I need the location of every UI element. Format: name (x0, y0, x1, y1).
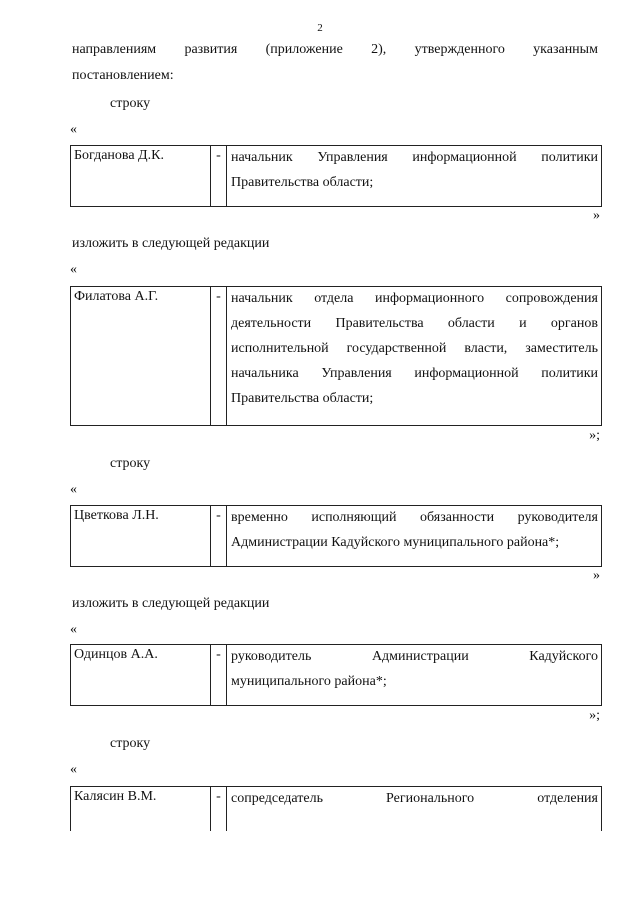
word: Регионального (386, 791, 475, 806)
word: обязанности (419, 510, 495, 525)
word: сопредседатель (231, 791, 323, 806)
intro-word: указанным (533, 42, 598, 57)
line: Правительства области; (231, 391, 374, 406)
word: Управления (321, 366, 392, 381)
entry-filatova (70, 286, 602, 426)
word: отделения (537, 791, 598, 806)
entry-bogdanova (70, 145, 602, 207)
entry-description (227, 146, 601, 206)
quote-close: »; (589, 428, 600, 443)
intro-line-2: постановлением: (72, 68, 174, 83)
intro-word: (приложение (265, 42, 343, 57)
word: начальник (231, 150, 293, 165)
izlozhit-label: изложить в следующей редакции (72, 236, 270, 251)
entry-tsvetkova (70, 505, 602, 567)
word: политики (541, 366, 598, 381)
word: Кадуйского (529, 649, 598, 664)
quote-open: « (70, 122, 77, 137)
word: начальника (231, 366, 299, 381)
word: отдела (314, 291, 354, 306)
entry-odintsov (70, 644, 602, 706)
word: информационной (412, 150, 517, 165)
intro-word: развития (184, 42, 238, 57)
word: руководителя (517, 510, 598, 525)
entry-description (227, 787, 601, 831)
line: Администрации Кадуйского муниципального района*; (231, 535, 560, 550)
word: Правительства (335, 316, 424, 331)
quote-close: » (593, 208, 600, 223)
entry-dash: - (211, 645, 227, 705)
word: исполняющий (311, 510, 397, 525)
entry-kalyasin (70, 786, 602, 831)
quote-close: » (593, 568, 600, 583)
intro-word: 2), (371, 42, 387, 57)
entry-name: Богданова Д.К. (71, 146, 211, 206)
entry-dash: - (211, 287, 227, 425)
word: временно (231, 510, 288, 525)
stroku-label: строку (110, 456, 151, 471)
word: Управления (317, 150, 388, 165)
word: деятельности (231, 316, 312, 331)
entry-name: Цветкова Л.Н. (71, 506, 211, 566)
word: руководитель (231, 649, 312, 664)
word: сопровождения (505, 291, 598, 306)
word: власти, (464, 341, 508, 356)
quote-open: « (70, 482, 77, 497)
quote-close: »; (589, 708, 600, 723)
line: Правительства области; (231, 175, 374, 190)
word: начальник (231, 291, 293, 306)
entry-dash: - (211, 506, 227, 566)
stroku-label: строку (110, 736, 151, 751)
quote-open: « (70, 762, 77, 777)
word: области (447, 316, 495, 331)
stroku-label: строку (110, 96, 151, 111)
entry-name: Филатова А.Г. (71, 287, 211, 425)
quote-open: « (70, 622, 77, 637)
word: Администрации (371, 649, 469, 664)
word: исполнительной (231, 341, 329, 356)
word: политики (541, 150, 598, 165)
entry-dash: - (211, 146, 227, 206)
page-number: 2 (317, 22, 323, 34)
quote-open: « (70, 262, 77, 277)
izlozhit-label: изложить в следующей редакции (72, 596, 270, 611)
entry-name: Одинцов А.А. (71, 645, 211, 705)
entry-description (227, 287, 601, 425)
entry-description (227, 645, 601, 705)
intro-word: утвержденного (414, 42, 505, 57)
word: информационной (414, 366, 519, 381)
word: заместитель (525, 341, 598, 356)
word: и (519, 316, 527, 331)
line: муниципального района*; (231, 674, 387, 689)
word: информационного (374, 291, 485, 306)
entry-name: Калясин В.М. (71, 787, 211, 831)
entry-description (227, 506, 601, 566)
intro-word: направлениям (72, 42, 157, 57)
intro-line-1 (72, 42, 598, 58)
entry-dash: - (211, 787, 227, 831)
word: органов (550, 316, 598, 331)
word: государственной (346, 341, 447, 356)
